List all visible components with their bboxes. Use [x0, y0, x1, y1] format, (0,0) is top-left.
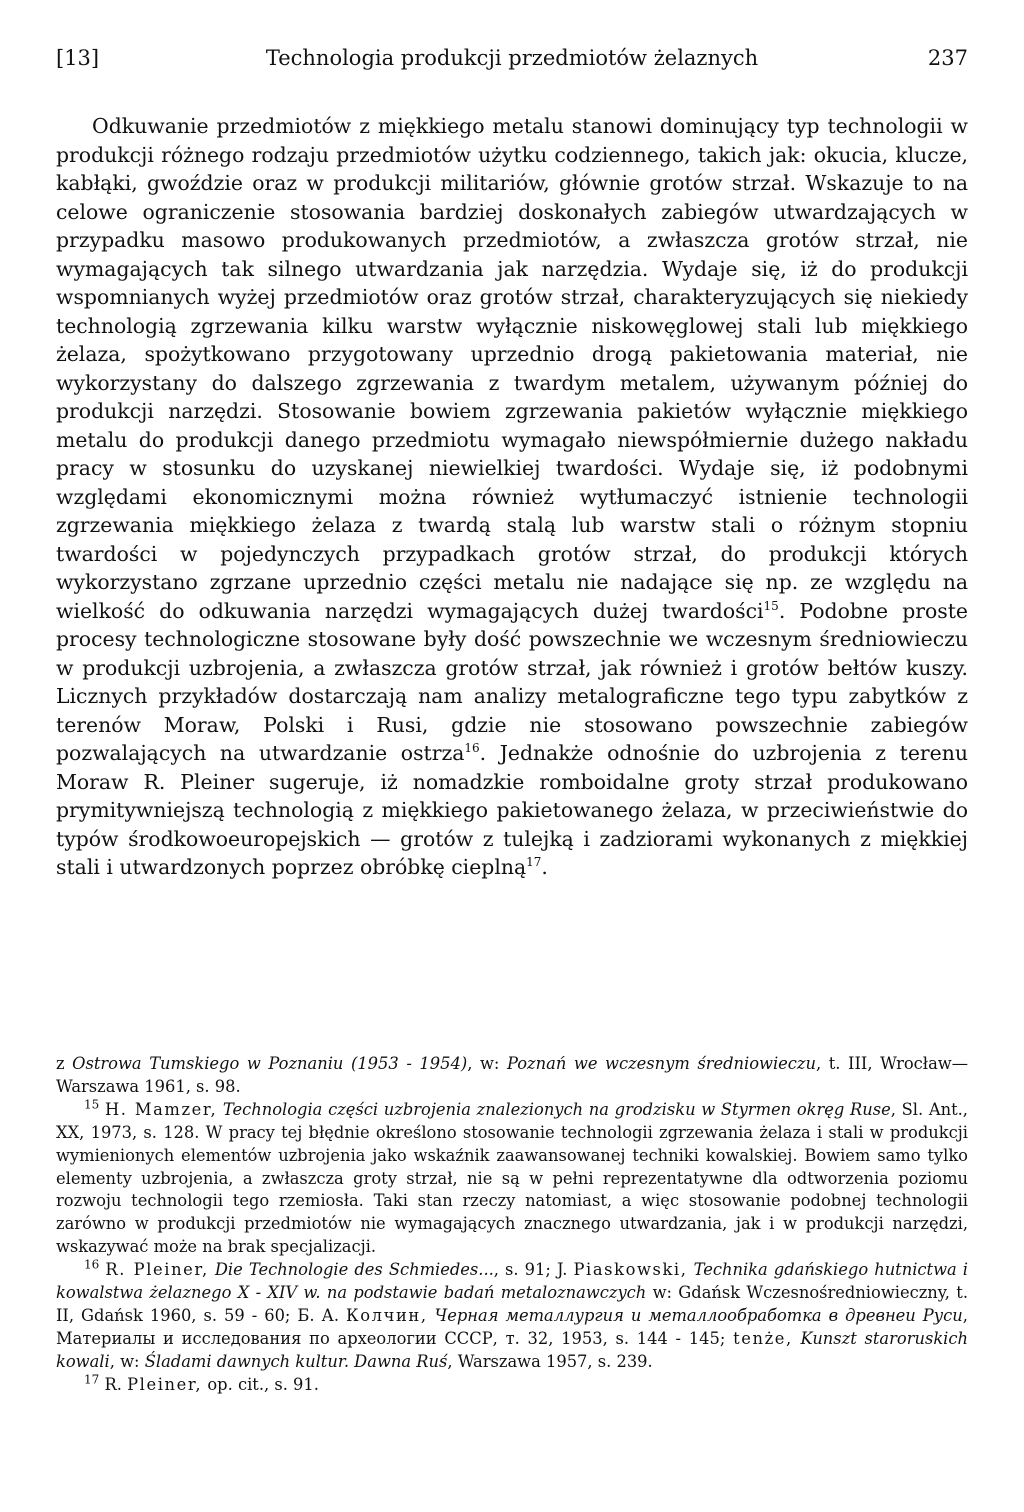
- footnote-text: , w:: [109, 1351, 140, 1371]
- footnote-title: Die Technologie des Schmiedes...: [214, 1260, 494, 1280]
- footnote-number: 16: [84, 1257, 100, 1272]
- footnote-author: Pleiner,: [127, 1374, 203, 1394]
- footnote-author: Колчин,: [346, 1305, 428, 1325]
- footnote-title: Черная металлургия и металлообработка в древнеи Руси: [434, 1305, 963, 1325]
- footnote-author: H. Mamzer,: [104, 1099, 218, 1119]
- paragraph: [56, 112, 968, 882]
- footnote-number: 17: [84, 1372, 100, 1387]
- footnote-14-continued: [56, 1053, 968, 1099]
- footnote-ref-17[interactable]: 17: [526, 855, 542, 870]
- footnote-15: [56, 1099, 968, 1259]
- footnotes: [56, 1053, 968, 1397]
- footnote-title: Ostrowa Tumskiego w Poznaniu (1953 - 1954): [72, 1054, 468, 1073]
- footnote-title: Technologia części uzbrojenia znalezionych na grodzisku w Styrmen okręg Ruse: [222, 1099, 891, 1119]
- footnote-author: tenże,: [733, 1328, 793, 1348]
- footnote-text: w: Gdańsk Wczesnośredniowieczny, t. II, Gdańsk 1960, s. 59 - 60; Б. А.: [56, 1283, 968, 1325]
- footnote-16: [56, 1259, 968, 1374]
- footnote-title: Śladami dawnych kultur. Dawna Ruś: [144, 1351, 448, 1371]
- footnote-title: Technika gdańskiego hutnictwa i kowalstwa żelaznego X - XIV w. na podstawie badań metaloznawczych: [56, 1260, 969, 1303]
- footnote-text: , Warszawa 1957, s. 239.: [447, 1351, 653, 1371]
- footnote-text: , t. III, Wrocław—Warszawa 1961, s. 98.: [56, 1054, 968, 1096]
- running-title: Technologia produkcji przedmiotów żelaznych: [265, 46, 759, 70]
- footnote-author: R. Pleiner,: [105, 1260, 209, 1280]
- footnote-text: op. cit., s. 91.: [202, 1374, 319, 1394]
- footnote-text: , s. 91; J.: [493, 1260, 568, 1280]
- footnote-text: z: [56, 1054, 73, 1073]
- footnote-text: , w:: [467, 1054, 507, 1073]
- footnote-text: , Материалы и исследования по археологии СССР, т. 32, 1953, s. 144 - 145;: [56, 1305, 968, 1348]
- footnote-text: , Sl. Ant., XX, 1973, s. 128. W pracy tej błędnie określono stosowanie technologii zgrzewania żelaza i stali w produkcji wymienionych elementów uzbrojenia jako wskaźnik zaawansowanej techniki kowalskiej. Bowiem samo tylko elementy uzbrojenia, a zwłaszcza groty strzał, nie są w pełni reprezentatywne dla odtworzenia poziomu rozwoju technologii tego rzemiosła. Taki stan rzeczy natomiast, a więc stosowanie podobnej technologii zarówno w produkcji przedmiotów nie wymagających znacznego utwardzania, jak i w produkcji narzędzi, wskazywać może na brak specjalizacji.: [56, 1099, 968, 1257]
- main-text: [56, 112, 968, 882]
- section-number: [13]: [56, 46, 100, 70]
- footnote-title: Poznań we wczesnym średniowieczu: [506, 1054, 816, 1073]
- footnote-17: [56, 1374, 968, 1397]
- paragraph-text-part-2: . Podobne proste procesy technologiczne stosowane były dość powszechnie we wczesnym średniowieczu w produkcji uzbrojenia, a zwłaszcza grotów strzał, jak również i grotów bełtów kuszy. Licznych przykładów dostarczają nam analizy metalograficzne tego typu zabytków z terenów Moraw, Polski i Rusi, gdzie nie stosowano powszechnie zabiegów pozwalających na utwardzanie ostrza: [56, 598, 969, 765]
- paragraph-text-part-4: .: [541, 855, 548, 879]
- footnote-ref-16[interactable]: 16: [464, 741, 480, 756]
- page-number: 237: [927, 46, 968, 70]
- running-header: [56, 46, 968, 82]
- footnote-number: 15: [84, 1097, 100, 1112]
- footnote-author: Piaskowski,: [573, 1260, 688, 1280]
- paragraph-text-part-1: Odkuwanie przedmiotów z miękkiego metalu stanowi dominujący typ technologii w produkcji różnego rodzaju przedmiotów użytku codziennego, takich jak: okucia, klucze, kabłąki, gwoździe oraz w produkcji militariów, głównie grotów strzał. Wskazuje to na celowe ograniczenie stosowania bardziej doskonałych zabiegów utwardzających w przypadku masowo produkowanych przedmiotów, a zwłaszcza grotów strzał, nie wymagających tak silnego utwardzania jak narzędzia. Wydaje się, iż do produkcji wspomnianych wyżej przedmiotów oraz grotów strzał, charakteryzujących się niekiedy technologią zgrzewania kilku warstw wyłącznie niskowęglowej stali lub miękkiego żelaza, spożytkowano przygotowany uprzednio drogą pakietowania materiał, nie wykorzystany do dalszego zgrzewania z twardym metalem, używanym później do produkcji narzędzi. Stosowanie bowiem zgrzewania pakietów wyłącznie miękkiego metalu do produkcji danego przedmiotu wymagało niewspółmiernie dużego nakładu pracy w stosunku do uzyskanej niewielkiej twardości. Wydaje się, iż podobnymi względami ekonomicznymi można również wytłumaczyć istnienie technologii zgrzewania miękkiego żelaza z twardą stalą lub warstw stali o różnym stopniu twardości w pojedynczych przypadkach grotów strzał, do produkcji których wykorzystano zgrzane uprzednio części metalu nie nadające się np. ze względu na wielkość do odkuwania narzędzi wymagających dużej twardości: [56, 114, 968, 623]
- paragraph-text-part-3: . Jednakże odnośnie do uzbrojenia z terenu Moraw R. Pleiner sugeruje, iż nomadzkie romboidalne groty strzał produkowano prymitywniejszą technologią z miękkiego pakietowanego żelaza, w przeciwieństwie do typów środkowoeuropejskich — grotów z tulejką i zadziorami wykonanych z miękkiej stali i utwardzonych poprzez obróbkę cieplną: [56, 741, 968, 879]
- footnote-title: Kunszt staroruskich kowali: [56, 1328, 968, 1371]
- footnote-text: R.: [104, 1374, 122, 1394]
- footnote-ref-15[interactable]: 15: [763, 598, 779, 613]
